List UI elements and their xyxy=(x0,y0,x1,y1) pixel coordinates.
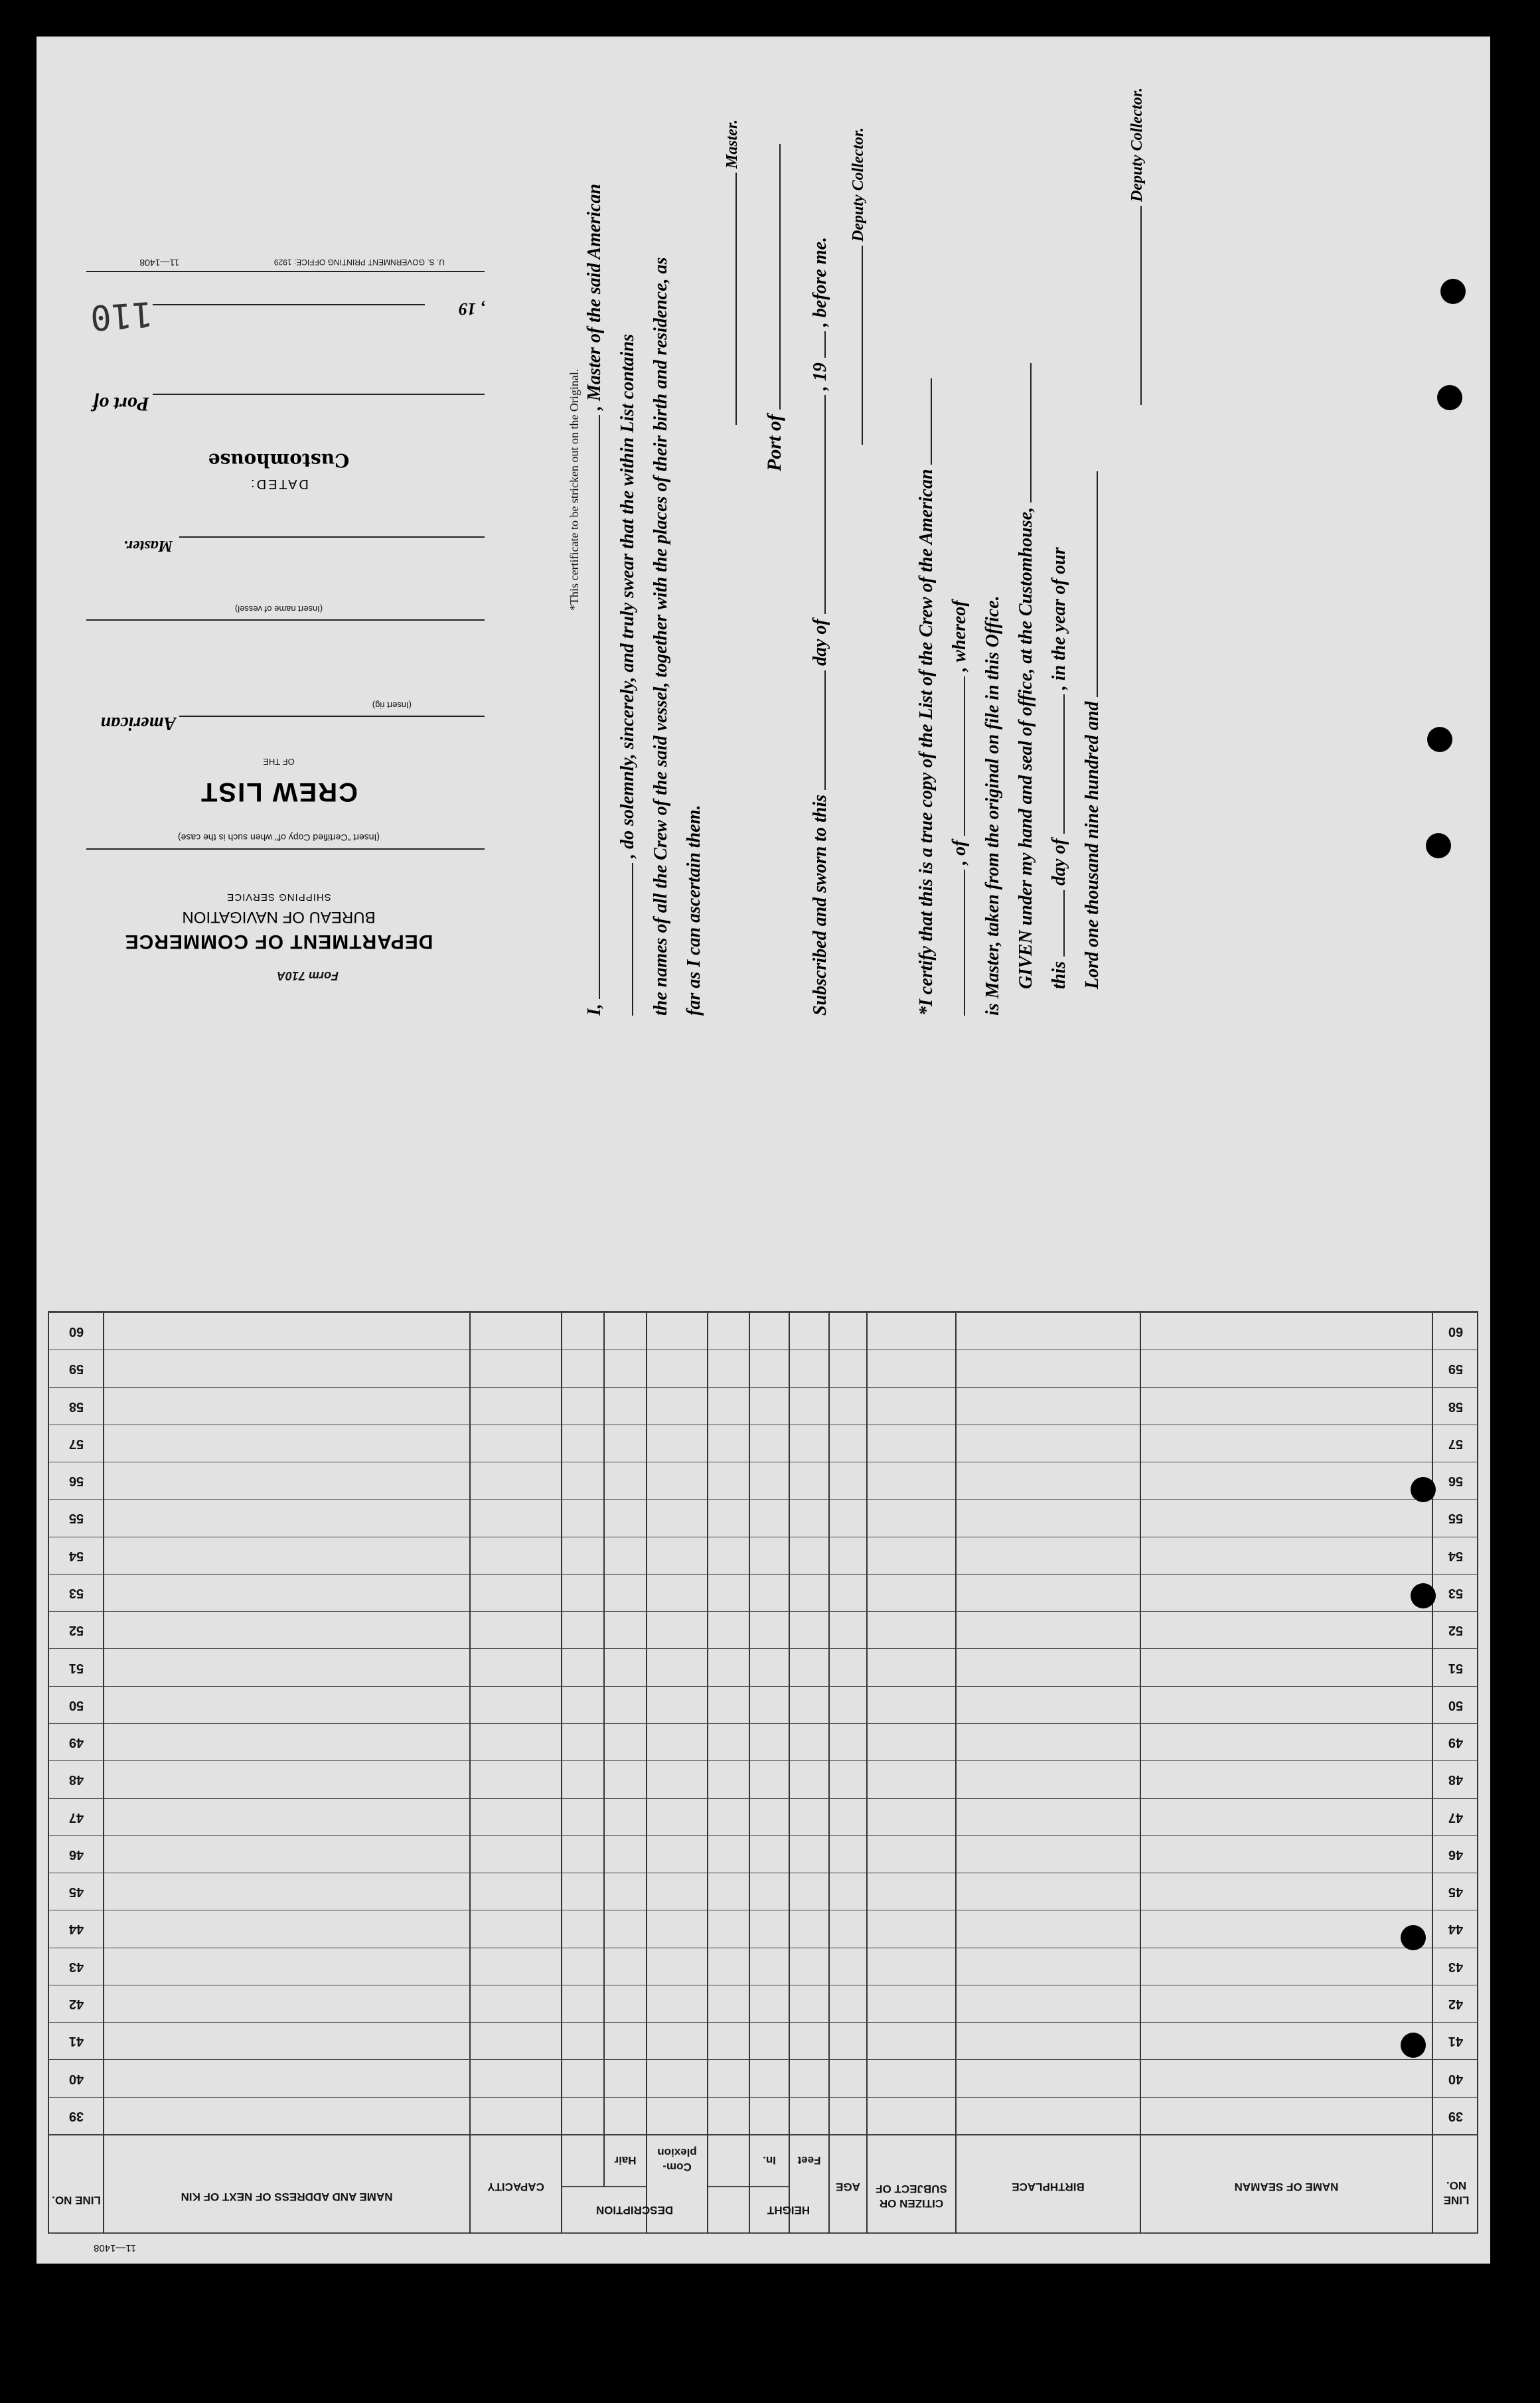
line-number: 50 xyxy=(1448,1697,1464,1713)
insert-rig-note: (Insert rig) xyxy=(372,700,412,710)
table-row xyxy=(48,1611,1478,1612)
line-number-right: 50 xyxy=(68,1697,84,1713)
table-row xyxy=(48,2022,1478,2023)
document-page xyxy=(37,37,1490,2264)
header-complexion: Com-plexion xyxy=(657,2146,697,2173)
line-number: 43 xyxy=(1448,1959,1464,1974)
line-number: 52 xyxy=(1448,1623,1464,1638)
oath-line-3: the names of all the Crew of the said vessel, together with the places of their birth and residence, as xyxy=(651,257,671,1016)
line-number: 46 xyxy=(1448,1847,1464,1862)
line-number-right: 52 xyxy=(68,1623,84,1638)
header-description: DESCRIPTION xyxy=(595,2204,674,2216)
form-number: Form 710A xyxy=(276,969,339,982)
certify-line-4: GIVEN under my hand and seal of office, at the Customhouse, xyxy=(1016,80,1037,989)
line-number: 47 xyxy=(1448,1810,1464,1825)
line-number-right: 54 xyxy=(68,1548,84,1563)
handwritten-number: 110 xyxy=(89,293,154,338)
line-number: 45 xyxy=(1448,1885,1464,1900)
oath-block xyxy=(425,88,1334,1016)
line-number-right: 39 xyxy=(68,2108,84,2124)
col-rule xyxy=(561,1311,562,2234)
col-rule xyxy=(789,1311,790,2234)
line-number: 60 xyxy=(1448,1324,1464,1340)
line-number: 44 xyxy=(1448,1922,1464,1937)
line-number-right: 56 xyxy=(68,1474,84,1489)
line-number: 39 xyxy=(1448,2108,1464,2124)
line-number: 42 xyxy=(1448,1997,1464,2012)
line-number: 56 xyxy=(1448,1474,1464,1489)
table-row xyxy=(48,2059,1478,2060)
col-rule xyxy=(707,1311,708,2234)
line-number: 54 xyxy=(1448,1548,1464,1563)
col-rule xyxy=(103,1311,104,2234)
service-title: SHIPPING SERVICE xyxy=(226,891,331,903)
col-rule xyxy=(866,1311,868,2234)
punch-hole xyxy=(1437,385,1462,410)
punch-hole xyxy=(1411,1583,1436,1608)
subheader-rule xyxy=(562,2186,647,2187)
line-number: 59 xyxy=(1448,1361,1464,1377)
customhouse-label: Customhouse xyxy=(208,449,350,471)
line-number-right: 45 xyxy=(68,1885,84,1900)
col-rule xyxy=(646,1311,647,2234)
line-number-right: 51 xyxy=(68,1660,84,1675)
header-age: AGE xyxy=(836,2181,860,2193)
col-rule xyxy=(1140,1311,1141,2234)
line-number: 58 xyxy=(1448,1399,1464,1414)
american-label: American xyxy=(100,713,176,734)
line-number: 57 xyxy=(1448,1436,1464,1451)
line-number-right: 40 xyxy=(68,2071,84,2086)
printer-note: U. S. GOVERNMENT PRINTING OFFICE: 1929 xyxy=(273,258,445,267)
line-number-right: 41 xyxy=(68,2034,84,2049)
line-number-right: 44 xyxy=(68,1922,84,1937)
line-number: 49 xyxy=(1448,1735,1464,1750)
header-line-no-right: LINE NO. xyxy=(52,2194,101,2207)
line-number: 40 xyxy=(1448,2071,1464,2086)
crew-table xyxy=(48,1311,1478,2234)
header-next-of-kin: NAME AND ADDRESS OF NEXT OF KIN xyxy=(181,2191,393,2203)
line-number-right: 42 xyxy=(68,1997,84,2012)
line-number-right: 49 xyxy=(68,1735,84,1750)
line-number: 55 xyxy=(1448,1511,1464,1526)
line-number: 53 xyxy=(1448,1586,1464,1601)
header-feet: Feet xyxy=(797,2154,821,2167)
table-row xyxy=(48,1760,1478,1761)
table-row xyxy=(48,2097,1478,2098)
table-row xyxy=(48,1798,1478,1799)
table-row xyxy=(48,1723,1478,1724)
certified-note: (Insert "Certified Copy of" when such is the case) xyxy=(177,832,380,843)
header-bottom-rule xyxy=(48,2134,1478,2135)
table-row xyxy=(48,1387,1478,1388)
line-number-right: 53 xyxy=(68,1586,84,1601)
table-form-code: 11—1408 xyxy=(94,2242,136,2254)
punch-hole xyxy=(1426,833,1451,858)
line-number-right: 43 xyxy=(68,1959,84,1974)
year-19: , 19 xyxy=(459,299,485,319)
oath-port-of: Port of xyxy=(763,73,786,471)
header-birthplace: BIRTHPLACE xyxy=(1012,2181,1085,2193)
header-height: HEIGHT xyxy=(767,2204,810,2216)
deputy-collector-1: Deputy Collector. xyxy=(850,46,868,445)
punch-hole xyxy=(1427,727,1452,752)
header-inches: In. xyxy=(763,2154,776,2167)
header-capacity: CAPACITY xyxy=(487,2181,544,2193)
insert-name-note: (Insert name of vessel) xyxy=(234,604,323,614)
oath-line-4: far as I can ascertain them. xyxy=(684,805,704,1016)
certify-line-1: *I certify that this is a true copy of the List of the Crew of the American xyxy=(916,106,937,1016)
port-of-label: Port of xyxy=(92,393,149,415)
bureau-title: BUREAU OF NAVIGATION xyxy=(182,908,376,926)
of-the-label: OF THE xyxy=(263,757,295,767)
header-citizen: CITIZEN OR SUBJECT OF xyxy=(876,2183,947,2210)
footnote: *This certificate to be stricken out on the Original. xyxy=(568,368,581,611)
table-row xyxy=(48,1648,1478,1649)
punch-hole xyxy=(1411,1477,1436,1502)
dated-label: DATED: xyxy=(249,477,309,491)
department-title: DEPARTMENT OF COMMERCE xyxy=(124,931,433,953)
certify-line-6: Lord one thousand nine hundred and xyxy=(1082,80,1103,989)
line-number-right: 59 xyxy=(68,1361,84,1377)
punch-hole xyxy=(1401,2033,1426,2058)
col-rule xyxy=(1477,1311,1478,2234)
crew-list-title: CREW LIST xyxy=(200,777,358,807)
line-number-right: 57 xyxy=(68,1436,84,1451)
line-number-right: 47 xyxy=(68,1810,84,1825)
line-number-right: 46 xyxy=(68,1847,84,1862)
header-hair: Hair xyxy=(614,2154,637,2167)
master-label: Master. xyxy=(123,537,173,554)
line-number: 48 xyxy=(1448,1772,1464,1788)
col-rule xyxy=(1432,1311,1433,2234)
line-number-right: 58 xyxy=(68,1399,84,1414)
rotated-form xyxy=(37,37,1490,2264)
line-number: 51 xyxy=(1448,1660,1464,1675)
line-number-right: 60 xyxy=(68,1324,84,1340)
line-number-right: 55 xyxy=(68,1511,84,1526)
table-row xyxy=(48,1835,1478,1836)
col-rule xyxy=(469,1311,471,2234)
header-name-of-seaman: NAME OF SEAMAN xyxy=(1234,2181,1339,2193)
form-code-bottom: 11—1408 xyxy=(139,258,179,268)
col-rule xyxy=(828,1311,830,2234)
subcol-rule xyxy=(603,1311,605,2187)
table-row xyxy=(48,1499,1478,1500)
col-rule xyxy=(749,1311,750,2234)
deputy-collector-2: Deputy Collector. xyxy=(1128,7,1146,405)
oath-line-2: , do solemnly, sincerely, and truly swear that the within List contains xyxy=(617,106,639,1016)
header-line-no: LINE NO. xyxy=(1443,2179,1470,2207)
date-line xyxy=(153,304,425,305)
punch-hole xyxy=(1401,1925,1426,1950)
certify-line-5: this day of , in the year of our xyxy=(1049,547,1069,989)
certify-line-2: , of , whereof xyxy=(949,106,970,1016)
table-top-rule xyxy=(48,2232,1478,2234)
subscribed-line: Subscribed and sworn to this day of , 19 , before me. xyxy=(810,236,830,1016)
master-signature: Master. xyxy=(724,93,741,425)
punch-hole xyxy=(1440,279,1466,304)
table-row xyxy=(48,1574,1478,1575)
oath-line-1: I, , Master of the said American xyxy=(584,183,605,1016)
certify-line-3: is Master, taken from the original on file in this Office. xyxy=(982,595,1003,1016)
line-number-right: 48 xyxy=(68,1772,84,1788)
table-row xyxy=(48,1686,1478,1687)
table-row xyxy=(48,1312,1478,1313)
line-number: 41 xyxy=(1448,2034,1464,2049)
col-rule xyxy=(955,1311,957,2234)
col-rule xyxy=(48,1311,49,2234)
